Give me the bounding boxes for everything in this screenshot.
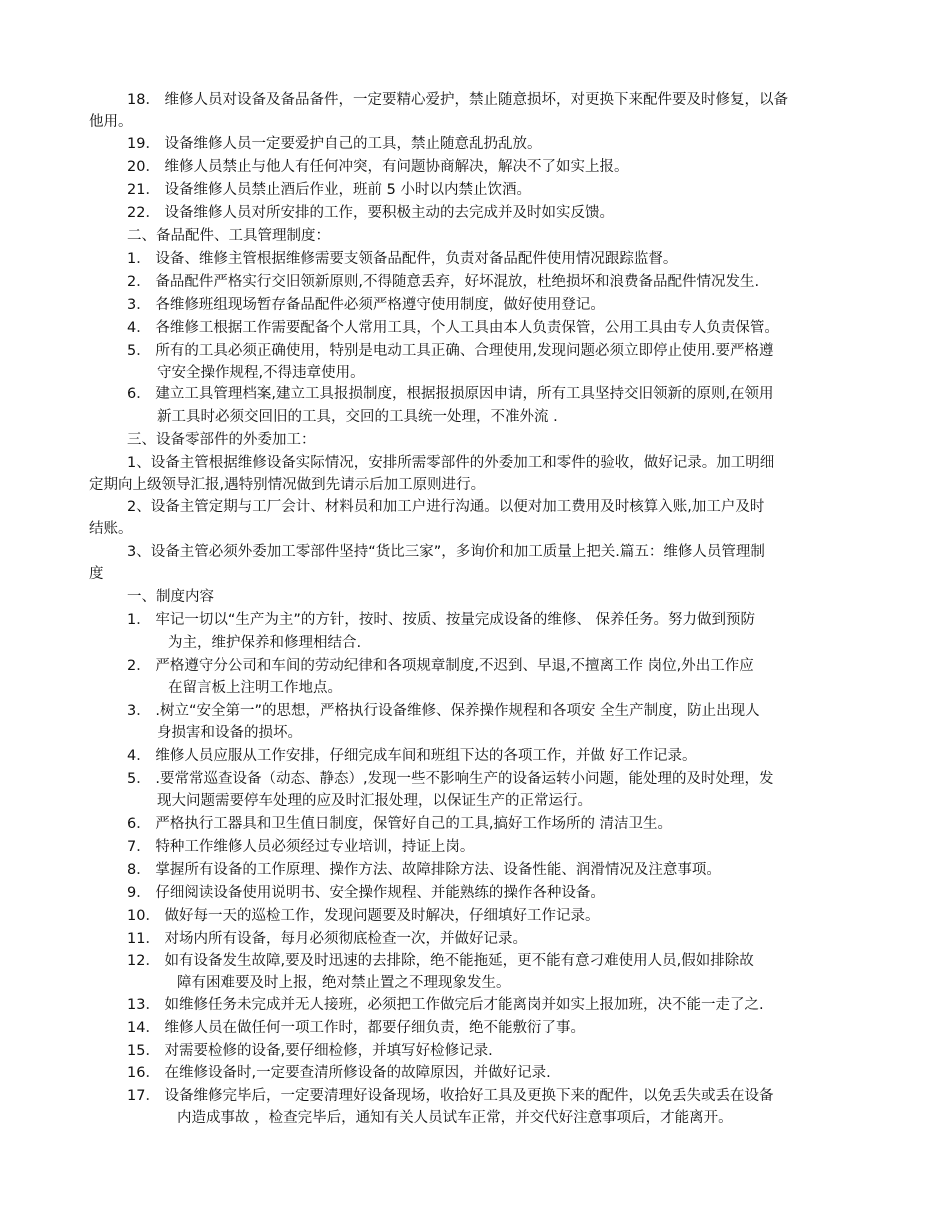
text-line: 二、备品配件、工具管理制度： bbox=[127, 228, 330, 244]
text-line: 守安全操作规程,不得违章使用。 bbox=[157, 365, 365, 381]
text-line: 1． 设备、维修主管根据维修需要支领备品配件，负责对备品配件使用情况跟踪监督。 bbox=[127, 251, 678, 267]
text-line: 1、设备主管根据维修设备实际情况，安排所需零部件的外委加工和零件的验收，做好记录。加工明细 bbox=[127, 455, 775, 471]
text-line: 身损害和设备的损坏。 bbox=[157, 725, 302, 741]
text-line: 14． 维修人员在做任何一项工作时，都要仔细负责，绝不能敷衍了事。 bbox=[127, 1020, 586, 1036]
text-line: 6． 建立工具管理档案,建立工具报损制度，根据报损原因申请，所有工具坚持交旧领新的原则,在领用 bbox=[127, 386, 774, 402]
text-line: 现大问题需要停车处理的应及时汇报处理，以保证生产的正常运行。 bbox=[157, 793, 592, 809]
text-line: 13． 如维修任务未完成并无人接班，必须把工作做完后才能离岗并如实上报加班，决不能一走了之. bbox=[127, 997, 764, 1013]
text-line: 9． 仔细阅读设备使用说明书、安全操作规程、并能熟练的操作各种设备。 bbox=[127, 885, 605, 901]
text-line: 2． 严格遵守分公司和车间的劳动纪律和各项规章制度,不迟到、早退,不擅离工作 岗位,外出工作应 bbox=[127, 658, 754, 674]
text-line: 15． 对需要检修的设备,要仔细检修，并填写好检修记录. bbox=[127, 1043, 493, 1059]
text-line: 一、制度内容 bbox=[127, 589, 214, 605]
text-line: 22． 设备维修人员对所安排的工作，要积极主动的去完成并及时如实反馈。 bbox=[127, 205, 615, 221]
text-line: 7． 特种工作维修人员必须经过专业培训，持证上岗。 bbox=[127, 839, 475, 855]
text-line: 10． 做好每一天的巡检工作，发现问题要及时解决，仔细填好工作记录。 bbox=[127, 908, 600, 924]
text-line: 新工具时必须交回旧的工具，交回的工具统一处理，不准外流 . bbox=[157, 409, 558, 425]
text-line: 5． 所有的工具必须正确使用，特别是电动工具正确、合理使用,发现问题必须立即停止使用.要严格遵 bbox=[127, 343, 774, 359]
text-line: 5． .要常常巡查设备（动态、静态）,发现一些不影响生产的设备运转小问题，能处理的及时处理，发 bbox=[127, 771, 774, 787]
text-line: 度 bbox=[89, 566, 104, 582]
text-line: 结账。 bbox=[89, 521, 133, 537]
text-line: 12． 如有设备发生故障,要及时迅速的去排除，绝不能拖延，更不能有意刁难使用人员,假如排除故 bbox=[127, 953, 754, 969]
text-line: 8． 掌握所有设备的工作原理、操作方法、故障排除方法、设备性能、润滑情况及注意事项。 bbox=[127, 862, 721, 878]
text-line: 11． 对场内所有设备，每月必须彻底检查一次，并做好记录。 bbox=[127, 931, 528, 947]
text-line: 2． 备品配件严格实行交旧领新原则,不得随意丢弃，好坏混放，杜绝损坏和浪费备品配件情况发生. bbox=[127, 274, 760, 290]
text-line: 三、设备零部件的外委加工： bbox=[127, 432, 316, 448]
text-line: 3． 各维修班组现场暂存备品配件必须严格遵守使用制度，做好使用登记。 bbox=[127, 297, 605, 313]
text-line: 17． 设备维修完毕后，一定要清理好设备现场，收拾好工具及更换下来的配件，以免丢失或丢在设备 bbox=[127, 1088, 774, 1104]
text-line: 3． .树立“安全第一”的思想，严格执行设备维修、保养操作规程和各项安 全生产制度，防止出现人 bbox=[127, 703, 760, 719]
text-line: 障有困难要及时上报，绝对禁止置之不理现象发生。 bbox=[177, 975, 511, 991]
text-line: 20． 维修人员禁止与他人有任何冲突，有问题协商解决，解决不了如实上报。 bbox=[127, 159, 629, 175]
text-line: 在留言板上注明工作地点。 bbox=[168, 680, 342, 696]
text-line: 内造成事故 ，检查完毕后，通知有关人员试车正常，并交代好注意事项后，才能离开。 bbox=[177, 1110, 733, 1126]
text-line: 6． 严格执行工器具和卫生值日制度，保管好自己的工具,搞好工作场所的 清洁卫生。 bbox=[127, 816, 673, 832]
text-line: 为主，维护保养和修理相结合. bbox=[168, 635, 362, 651]
text-line: 16． 在维修设备时,一定要查清所修设备的故障原因，并做好记录. bbox=[127, 1065, 551, 1081]
text-line: 1． 牢记一切以“生产为主”的方针，按时、按质、按量完成设备的维修、 保养任务。努力做到预防 bbox=[127, 612, 755, 628]
text-line: 21． 设备维修人员禁止酒后作业，班前 5 小时以内禁止饮酒。 bbox=[127, 182, 532, 198]
text-line: 4． 各维修工根据工作需要配备个人常用工具，个人工具由本人负责保管，公用工具由专人负责保管。 bbox=[127, 320, 779, 336]
text-line: 2、设备主管定期与工厂会计、材料员和加工户进行沟通。以便对加工费用及时核算入账,加工户及时 bbox=[127, 499, 765, 515]
text-line: 4． 维修人员应服从工作安排，仔细完成车间和班组下达的各项工作，并做 好工作记录。 bbox=[127, 748, 697, 764]
text-line: 定期向上级领导汇报,遇特别情况做到先请示后加工原则进行。 bbox=[89, 477, 486, 493]
text-line: 他用。 bbox=[89, 114, 133, 130]
text-line: 3、设备主管必须外委加工零部件坚持“货比三家”，多询价和加工质量上把关.篇五：维修人员管理制 bbox=[127, 544, 765, 560]
text-line: 18． 维修人员对设备及备品备件，一定要精心爱护，禁止随意损坏，对更换下来配件要及时修复，以备 bbox=[127, 92, 789, 108]
text-line: 19． 设备维修人员一定要爱护自己的工具，禁止随意乱扔乱放。 bbox=[127, 136, 542, 152]
